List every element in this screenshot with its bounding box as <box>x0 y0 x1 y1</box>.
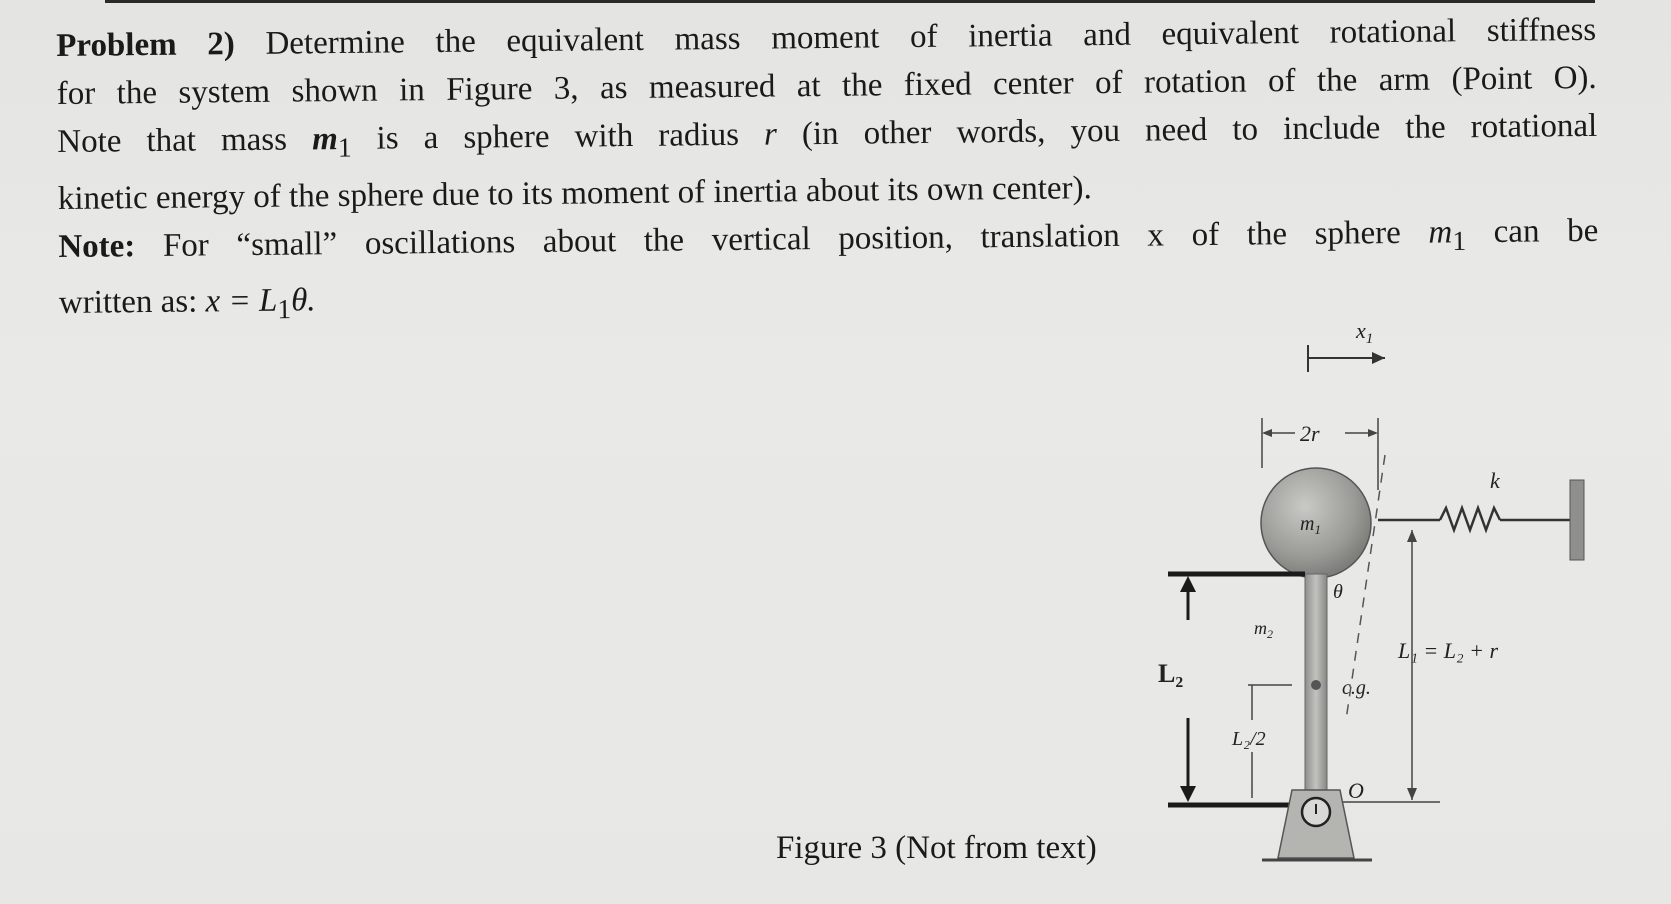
problem-line-1: Problem 2) Determine the equivalent mass moment of inertia and equivalent rotational stiffness <box>56 11 1597 64</box>
problem-line-3: Note that mass $m_1$ is a sphere with radius r (in other words, you need to include the rotational <box>57 107 1598 163</box>
o-label: O <box>1348 778 1364 803</box>
half-length-dimension <box>1231 685 1292 798</box>
cg-marker <box>1311 680 1321 690</box>
m2-label: $m_2$ <box>1254 618 1273 641</box>
spring-k <box>1378 468 1584 560</box>
l2-half-label: L₂/2 <box>1232 728 1266 750</box>
x1-label: $x_1$ <box>1356 318 1374 347</box>
pivot-support <box>1262 778 1372 860</box>
k-label: k <box>1490 468 1500 493</box>
figure-caption: Figure 3 (Not from text) <box>776 830 1097 866</box>
l2-dimension <box>1158 574 1305 805</box>
problem-line-2: for the system shown in Figure 3, as measured at the fixed center of rotation of the arm (Point O). <box>56 59 1597 112</box>
l1-equation-label: L₁ = L₂ + r <box>1398 638 1499 663</box>
problem-line-6: written as: $x = L_1\theta$. <box>58 282 316 325</box>
l2-label: L₂ <box>1158 659 1184 688</box>
m1-label: $m_1$ <box>1300 513 1321 537</box>
two-r-label: 2r <box>1300 421 1320 446</box>
x1-displacement-arrow <box>1308 318 1385 372</box>
problem-line-4: kinetic energy of the sphere due to its moment of inertia about its own center). <box>57 169 1092 217</box>
l1-dimension <box>1330 530 1498 802</box>
problem-heading: Problem 2) <box>56 26 235 64</box>
theta-label: θ <box>1333 581 1343 603</box>
note-heading: Note: <box>58 227 136 265</box>
problem-line-5: Note: For “small” oscillations about the vertical position, translation x of the sphere $m_1$ can be <box>58 212 1599 265</box>
cg-label: c.g. <box>1342 677 1371 699</box>
